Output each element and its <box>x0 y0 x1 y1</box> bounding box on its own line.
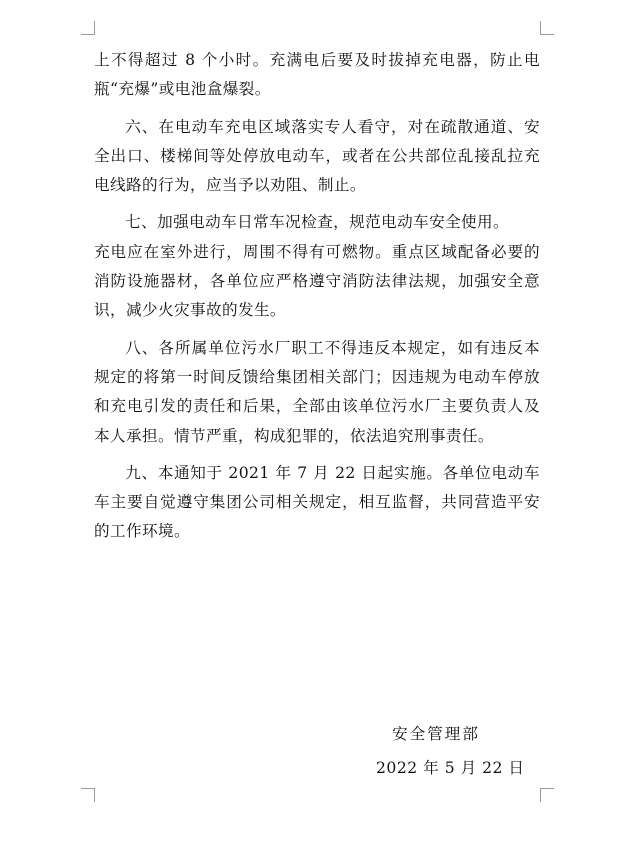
paragraph-item-7-cont: 充电应在室外进行，周围不得有可燃物。重点区域配备必要的消防设施器材，各单位应严格遵守消防法律法规，加强安全意识，减少火灾事故的发生。 <box>94 242 540 320</box>
paragraph-item-6: 六、在电动车充电区域落实专人看守，对在疏散通道、安全出口、楼梯间等处停放电动车，或者在公共部位乱接乱拉充电线路的行为，应当予以劝阻、制止。 <box>94 117 540 195</box>
signature-date: 2022 年 5 月 22 日 <box>376 759 525 777</box>
paragraph-item-7: 七、加强电动车日常车况检查，规范电动车安全使用。 <box>125 213 510 232</box>
paragraph-item-8: 八、各所属单位污水厂职工不得违反本规定，如有违反本规定的将第一时间反馈给集团相关部门；因违规为电动车停放和充电引发的责任和后果，全部由该单位污水厂主要负责人及本人承担。情节严重，构成犯罪的，依法追究刑事责任。 <box>94 338 540 445</box>
paragraph-item-9: 九、本通知于 2021 年 7 月 22 日起实施。各单位电动车车主要自觉遵守集团公司相关规定，相互监督，共同营造平安的工作环境。 <box>94 463 540 541</box>
crop-mark-bottom-left <box>81 788 95 802</box>
document-body <box>94 46 540 547</box>
crop-mark-top-right <box>540 21 554 35</box>
paragraph-continuation: 上不得超过 8 个小时。充满电后要及时拔掉充电器，防止电瓶“充爆”或电池盒爆裂。 <box>94 51 540 99</box>
signature-department: 安全管理部 <box>392 725 480 743</box>
crop-mark-bottom-right <box>540 788 554 802</box>
crop-mark-top-left <box>81 21 95 35</box>
